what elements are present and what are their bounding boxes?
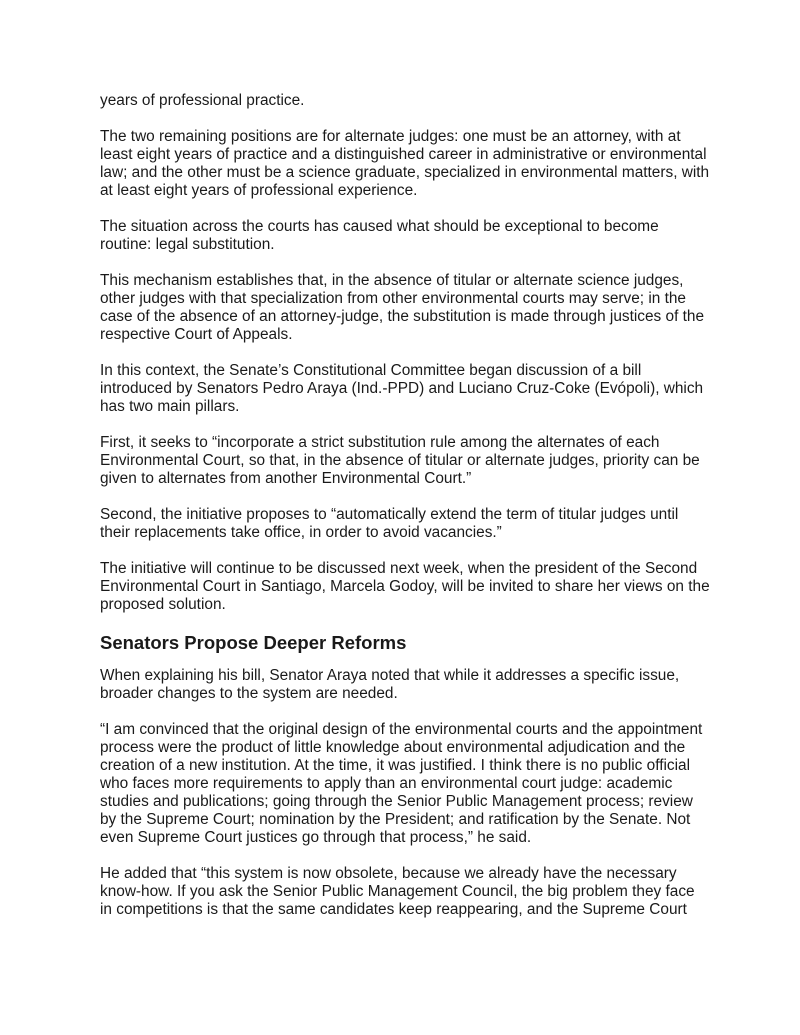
paragraph-mechanism: This mechanism establishes that, in the absence of titular or alternate science judges, other judges with that specialization from other environmental courts may serve; in the case of the absence of an attorney-judge, the substitution is made through justices of the respective Court of Appeals. [100, 272, 705, 343]
paragraph-next-week: The initiative will continue to be discussed next week, when the president of the Second Environmental Court in Santiago, Marcela Godoy, will be invited to share her views on the proposed solution. [100, 560, 710, 613]
paragraph-continued: years of professional practice. [100, 92, 305, 109]
paragraph-senate-committee: In this context, the Senate’s Constitutional Committee began discussion of a bill introduced by Senators Pedro Araya (Ind.-PPD) and Luciano Cruz-Coke (Evópoli), which has two main pillars. [100, 362, 704, 415]
paragraph-araya-explains: When explaining his bill, Senator Araya noted that while it addresses a specific issue, broader changes to the system are needed. [100, 667, 680, 702]
section-heading: Senators Propose Deeper Reforms [100, 632, 407, 653]
paragraph-first-pillar: First, it seeks to “incorporate a strict substitution rule among the alternates of each Environmental Court, so that, in the absence of titular or alternate judges, priority can be given to alternates from another Environmental Court.” [100, 434, 700, 487]
paragraph-second-pillar: Second, the initiative proposes to “automatically extend the term of titular judges until their replacements take office, in order to avoid vacancies.” [100, 506, 679, 541]
paragraph-obsolete-system: He added that “this system is now obsolete, because we already have the necessary know-how. If you ask the Senior Public Management Council, the big problem they face in competitions is that the same candidates keep reappearing, and the Supreme Court [100, 865, 695, 918]
paragraph-araya-quote: “I am convinced that the original design of the environmental courts and the appointment process were the product of little knowledge about environmental adjudication and the creation of a new institution. At the time, it was justified. I think there is no public official who faces more requirements to apply than an environmental court judge: academic studies and publications; going through the Senior Public Management process; review by the Supreme Court; nomination by the President; and ratification by the Senate. Not even Supreme Court justices go through that process,” he said. [100, 721, 703, 846]
document-page [100, 92, 710, 937]
paragraph-legal-substitution: The situation across the courts has caused what should be exceptional to become routine: legal substitution. [100, 218, 659, 253]
paragraph-alternate-judges: The two remaining positions are for alternate judges: one must be an attorney, with at least eight years of practice and a distinguished career in administrative or environmental law; and the other must be a science graduate, specialized in environmental matters, with at least eight years of professional experience. [100, 128, 710, 199]
